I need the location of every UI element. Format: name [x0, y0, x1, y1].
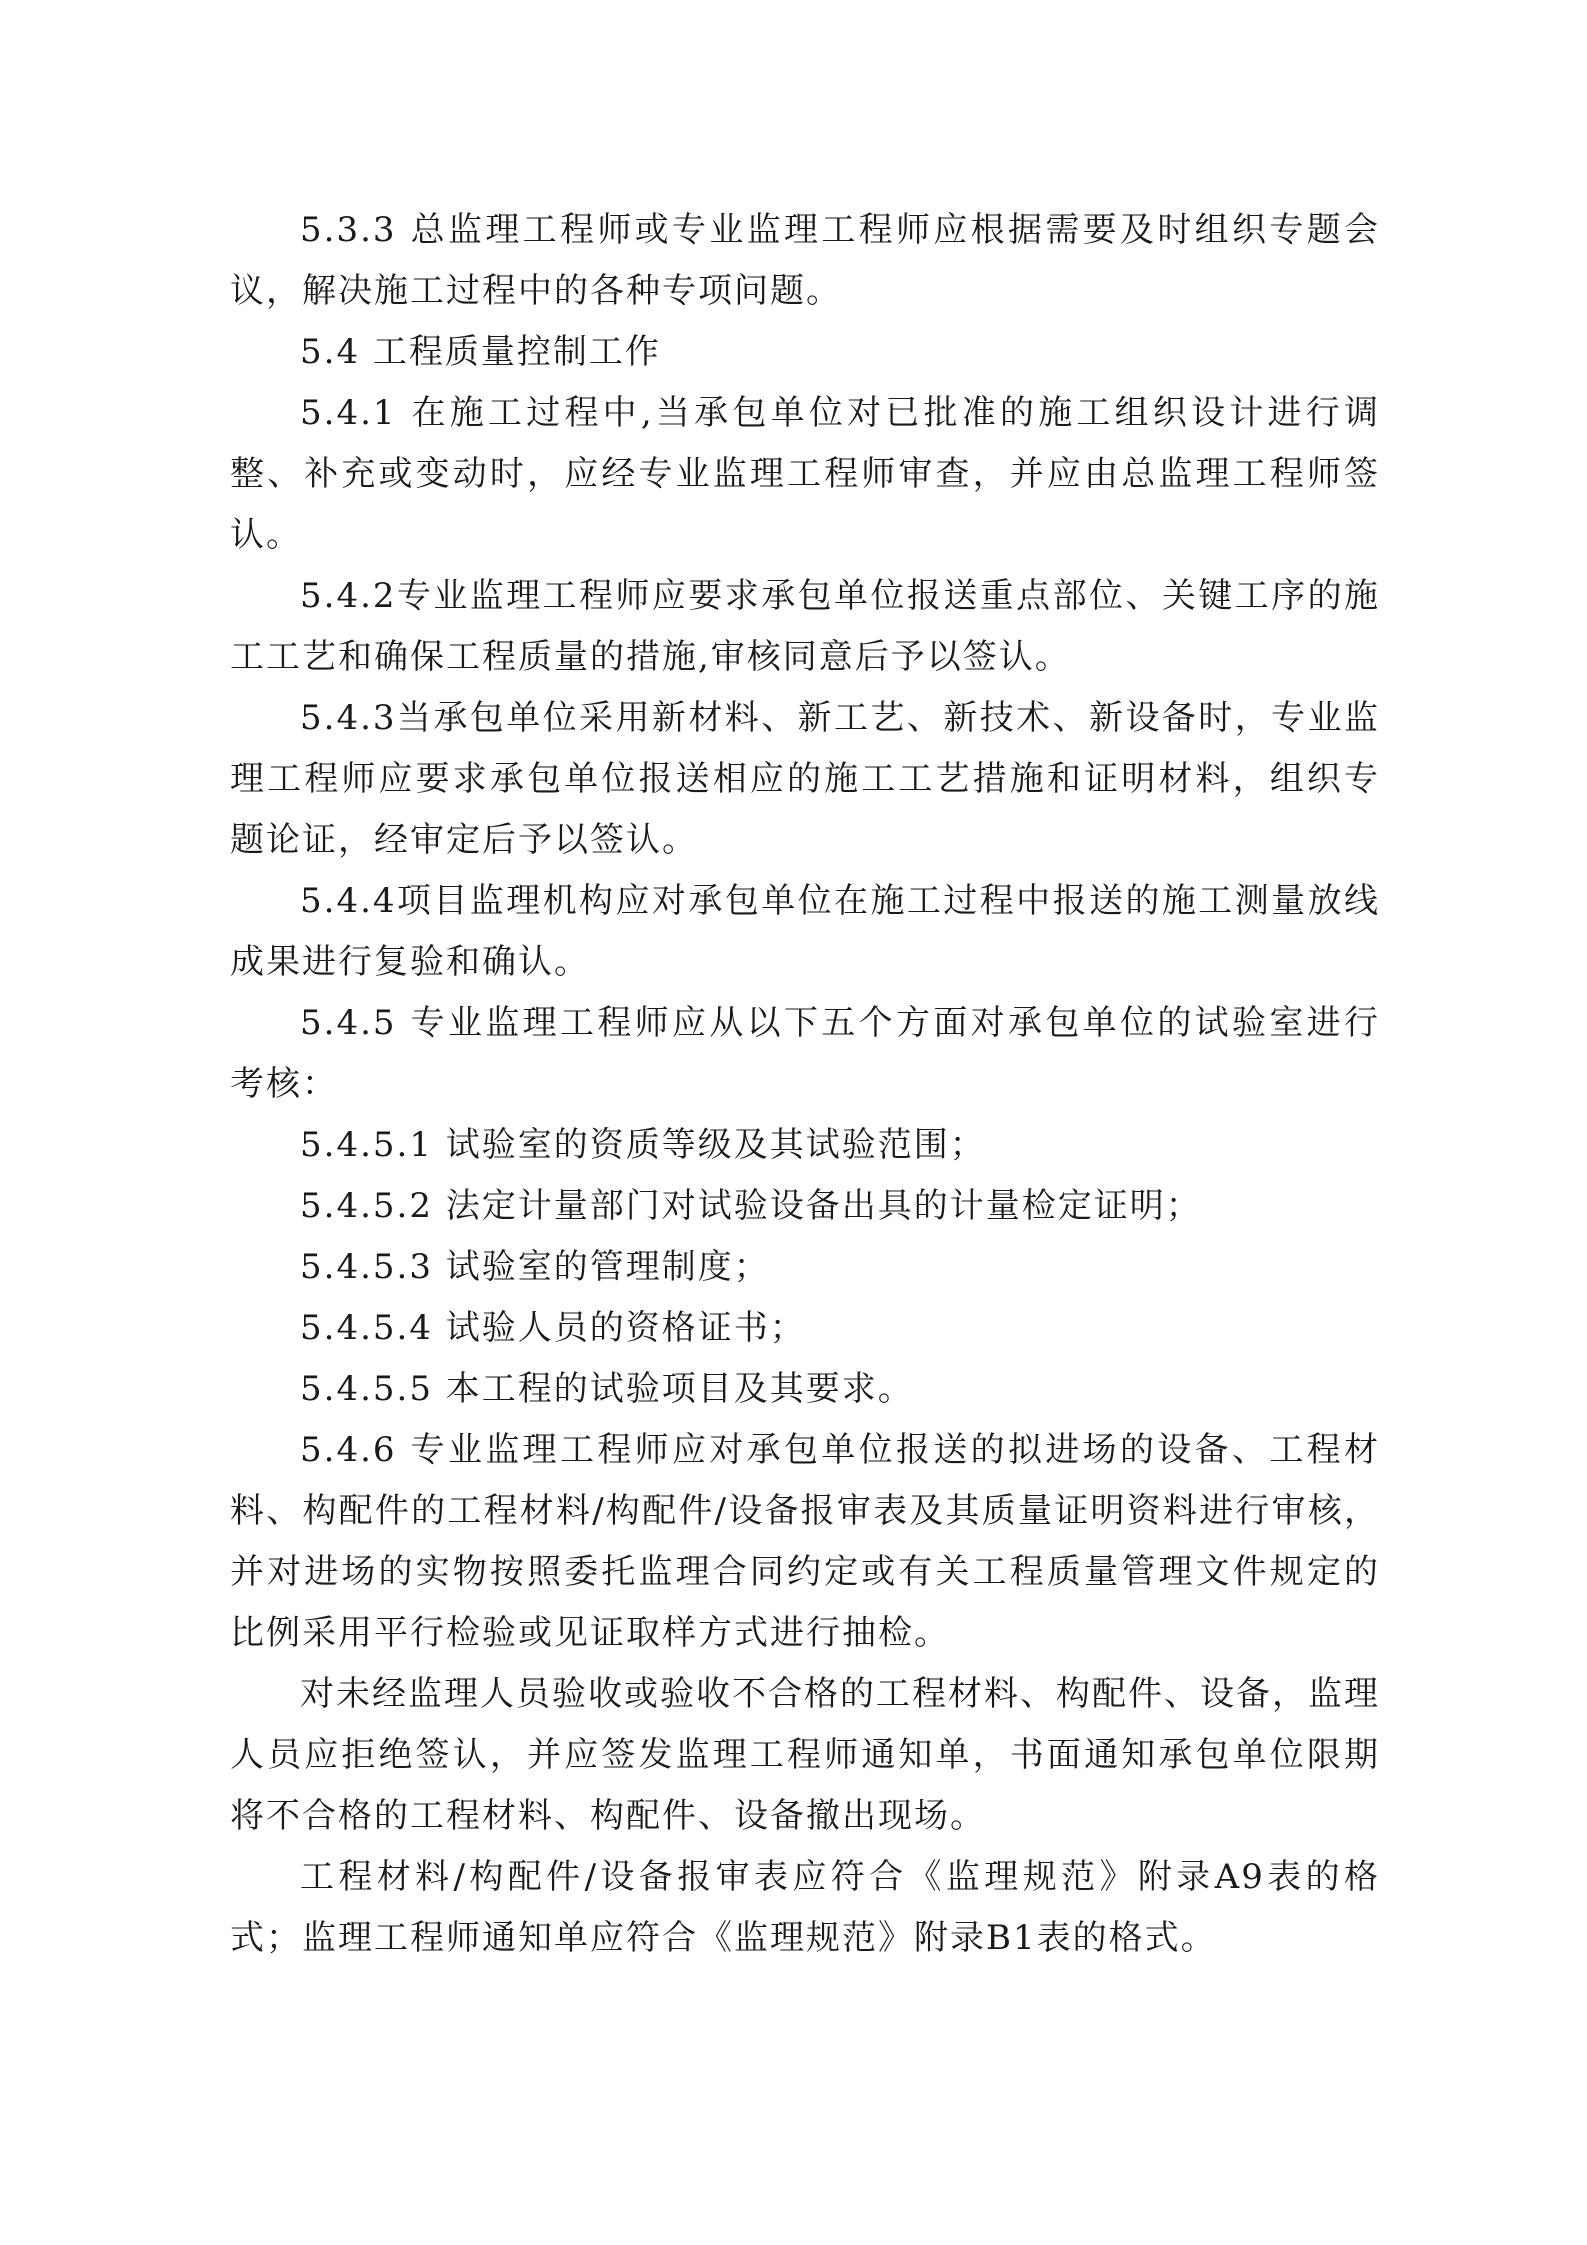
- paragraph-5-4-1: 5.4.1 在施工过程中,当承包单位对已批准的施工组织设计进行调整、补充或变动时，应经专业监理工程师审查，并应由总监理工程师签认。: [230, 393, 1380, 555]
- paragraph-rejection-rule: 对未经监理人员验收或验收不合格的工程材料、构配件、设备，监理人员应拒绝签认，并应签发监理工程师通知单，书面通知承包单位限期将不合格的工程材料、构配件、设备撤出现场。: [230, 1674, 1380, 1836]
- paragraph-5-4-3: 5.4.3当承包单位采用新材料、新工艺、新技术、新设备时，专业监理工程师应要求承包单位报送相应的施工工艺措施和证明材料，组织专题论证，经审定后予以签认。: [230, 698, 1380, 860]
- paragraph-5-4-5-5: 5.4.5.5 本工程的试验项目及其要求。: [300, 1369, 914, 1409]
- paragraph-5-4-5-3: 5.4.5.3 试验室的管理制度；: [300, 1247, 770, 1287]
- document-body: [230, 200, 1380, 1969]
- paragraph-5-4-5-2: 5.4.5.2 法定计量部门对试验设备出具的计量检定证明；: [300, 1186, 1202, 1226]
- paragraph-5-3-3: 5.3.3 总监理工程师或专业监理工程师应根据需要及时组织专题会议，解决施工过程中的各种专项问题。: [230, 210, 1380, 311]
- paragraph-5-4-2: 5.4.2专业监理工程师应要求承包单位报送重点部位、关键工序的施工工艺和确保工程质量的措施,审核同意后予以签认。: [230, 576, 1380, 677]
- paragraph-5-4-5: 5.4.5 专业监理工程师应从以下五个方面对承包单位的试验室进行考核：: [230, 1003, 1380, 1104]
- paragraph-5-4-5-4: 5.4.5.4 试验人员的资格证书；: [300, 1308, 806, 1348]
- paragraph-form-format: 工程材料/构配件/设备报审表应符合《监理规范》附录A9表的格式；监理工程师通知单应符合《监理规范》附录B1表的格式。: [230, 1857, 1380, 1958]
- paragraph-5-4-5-1: 5.4.5.1 试验室的资质等级及其试验范围；: [300, 1125, 986, 1165]
- heading-5-4: 5.4 工程质量控制工作: [300, 332, 661, 372]
- paragraph-5-4-4: 5.4.4项目监理机构应对承包单位在施工过程中报送的施工测量放线成果进行复验和确认。: [230, 881, 1380, 982]
- paragraph-5-4-6: 5.4.6 专业监理工程师应对承包单位报送的拟进场的设备、工程材料、构配件的工程材料/构配件/设备报审表及其质量证明资料进行审核，并对进场的实物按照委托监理合同约定或有关工程质量管理文件规定的比例采用平行检验或见证取样方式进行抽检。: [230, 1430, 1380, 1653]
